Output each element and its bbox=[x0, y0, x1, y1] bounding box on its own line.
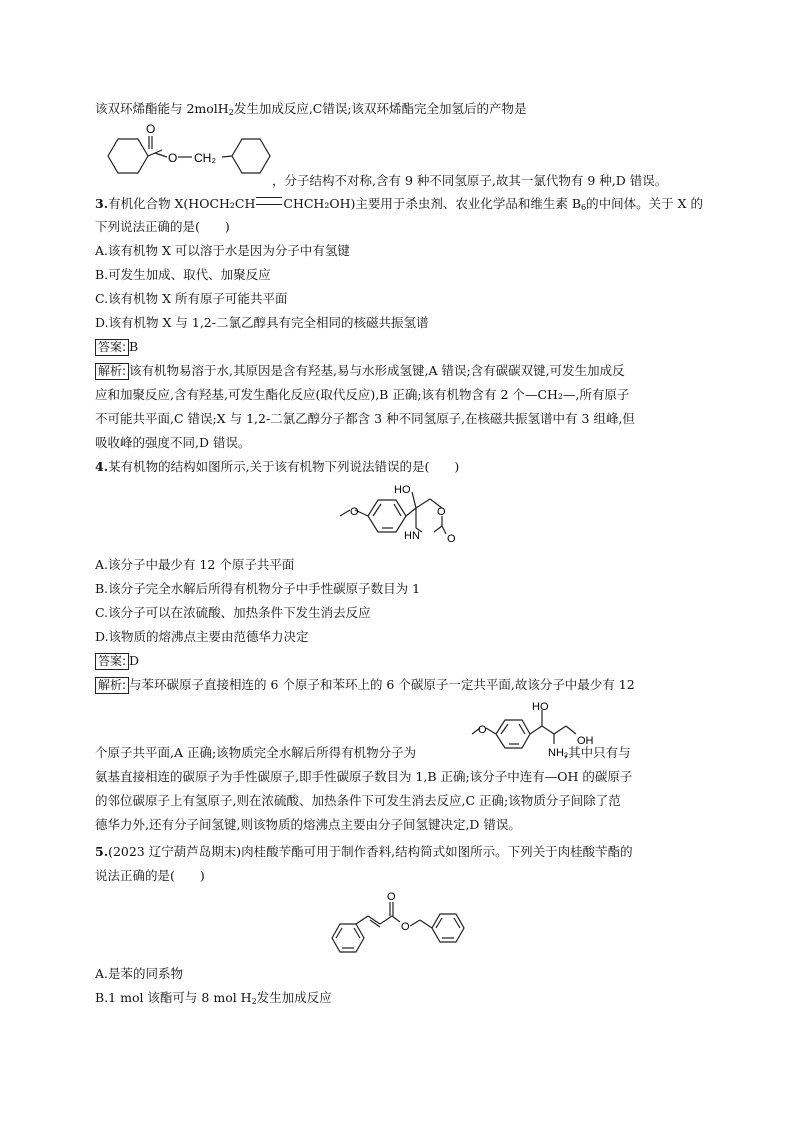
option-a: A.该有机物 X 可以溶于水是因为分子中有氢键 bbox=[95, 243, 350, 258]
svg-text:O: O bbox=[401, 921, 410, 933]
explanation-line: 应和加聚反应,含有羟基,可发生酯化反应(取代反应),B 正确;该有机物含有 2 个—CH₂—,所有原子 bbox=[95, 387, 630, 402]
answer-line: 答案: B bbox=[95, 338, 138, 356]
svg-text:CH₂: CH₂ bbox=[194, 151, 216, 165]
question-4-stem: 4.某有机物的结构如图所示,关于该有机物下列说法错误的是( ) bbox=[95, 459, 460, 474]
option-b: B.该分子完全水解后所得有机物分子中手性碳原子数目为 1 bbox=[95, 581, 421, 596]
question-5-stem-2: 说法正确的是( ) bbox=[95, 868, 205, 883]
explanation-line: 解析: 与苯环碳原子直接相连的 6 个原子和苯环上的 6 个碳原子一定共平面,故该分子中最少有 12 bbox=[95, 676, 635, 694]
svg-text:HO: HO bbox=[532, 702, 549, 713]
option-b: B.1 mol 该酯可与 8 mol $H_2$发生加成反应 bbox=[95, 990, 332, 1006]
answer-tag: 答案: bbox=[95, 653, 129, 670]
svg-text:O: O bbox=[478, 724, 487, 736]
text-line: ，分子结构不对称,含有 9 种不同氢原子,故其一氯代物有 9 种,D 错误。 bbox=[272, 173, 668, 188]
answer-line: 答案: D bbox=[95, 652, 139, 670]
explanation-line: 吸收峰的强度不同,D 错误。 bbox=[95, 435, 251, 450]
question-3-stem: 3.有机化合物 X(HOCH₂CH CHCH₂OH)主要用于杀虫剂、农业化学品和维生素 $B_6$的中间体。关于 X 的 bbox=[95, 196, 703, 212]
svg-text:HN: HN bbox=[404, 530, 420, 542]
oxazinanone-structure bbox=[338, 482, 468, 544]
text-line: 该双环烯酯能与 2molH$_2$发生加成反应,C错误;该双环烯酯完全加氢后的产物是 bbox=[95, 101, 527, 117]
explanation-line: 氨基直接相连的碳原子为手性碳原子,即手性碳原子数目为 1,B 正确;该分子中连有—OH 的碳原子 bbox=[95, 769, 633, 784]
answer-tag: 答案: bbox=[95, 339, 129, 356]
svg-text:OH: OH bbox=[577, 735, 594, 747]
svg-text:HO: HO bbox=[394, 484, 411, 496]
svg-text:NH₂: NH₂ bbox=[548, 747, 569, 759]
explanation-tag: 解析: bbox=[95, 363, 129, 380]
option-a: A.该分子中最少有 12 个原子共平面 bbox=[95, 557, 295, 572]
explanation-line: 不可能共平面,C 错误;X 与 1,2-二氯乙醇分子都含 3 种不同氢原子,在核磁共振氢谱中有 3 组峰,但 bbox=[95, 411, 635, 426]
option-d: D.该物质的熔沸点主要由范德华力决定 bbox=[95, 629, 309, 644]
question-5-stem: 5.(2023 辽宁葫芦岛期末)肉桂酸苄酯可用于制作香料,结构简式如图所示。下列关于肉桂酸苄酯的 bbox=[95, 844, 633, 859]
explanation-line: 个原子共平面,A 正确;该物质完全水解后所得有机物分子为 ,其中只有与 bbox=[95, 745, 631, 760]
svg-text:O: O bbox=[437, 506, 446, 518]
explanation-tag: 解析: bbox=[95, 677, 129, 694]
double-bond-icon bbox=[256, 197, 282, 205]
svg-text:O: O bbox=[168, 151, 178, 165]
explanation-line: 的邻位碳原子上有氢原子,则在浓硫酸、加热条件下可发生消去反应,C 正确;该物质分子间除了范 bbox=[95, 793, 621, 808]
option-c: C.该分子可以在浓硫酸、加热条件下发生消去反应 bbox=[95, 605, 371, 620]
option-d: D.该有机物 X 与 1,2-二氯乙醇具有完全相同的核磁共振氢谱 bbox=[95, 315, 429, 330]
question-3-stem-2: 下列说法正确的是( ) bbox=[95, 219, 230, 234]
svg-text:O: O bbox=[447, 533, 456, 544]
option-a: A.是苯的同系物 bbox=[95, 966, 184, 981]
option-c: C.该有机物 X 所有原子可能共平面 bbox=[95, 291, 288, 306]
explanation-line: 德华力外,还有分子间氢键,则该物质的熔沸点主要由分子间氢键决定,D 错误。 bbox=[95, 817, 521, 832]
benzyl-cinnamate-structure bbox=[328, 890, 468, 954]
svg-text:O: O bbox=[350, 506, 359, 518]
svg-text:O: O bbox=[387, 891, 396, 903]
ester-structure-1 bbox=[100, 122, 272, 190]
option-b: B.可发生加成、取代、加聚反应 bbox=[95, 267, 271, 282]
svg-text:O: O bbox=[146, 122, 156, 136]
explanation-line: 解析: 该有机物易溶于水,其原因是含有羟基,易与水形成氢键,A 错误;含有碳碳双键,可发生加成反 bbox=[95, 362, 625, 380]
